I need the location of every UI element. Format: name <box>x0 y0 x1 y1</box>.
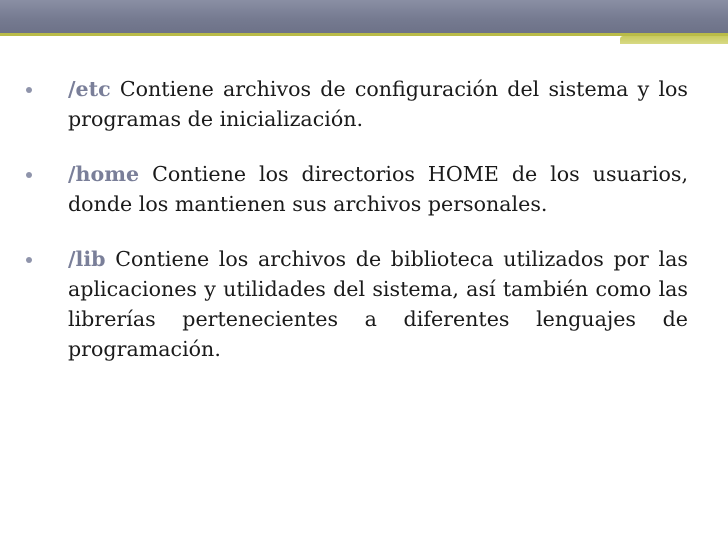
bullet-home <box>26 159 688 219</box>
directory-term: /etc <box>68 77 111 101</box>
accent-tab-gap <box>0 36 620 44</box>
bullet-etc <box>26 74 688 134</box>
accent-tab-corner <box>620 36 728 44</box>
directory-description: Contiene los archivos de biblioteca utilizados por las aplicaciones y utilidades del sistema, así también como las librerías pertenecientes a diferentes lenguajes de programación. <box>68 247 688 361</box>
directory-term: /home <box>68 162 140 186</box>
bullet-lib <box>26 244 688 364</box>
bullet-dot-icon <box>26 172 32 178</box>
directory-description: Contiene los directorios HOME de los usuarios, donde los mantienen sus archivos personales. <box>68 162 688 216</box>
slide-content <box>26 74 688 389</box>
directory-description: Contiene archivos de configuración del sistema y los programas de inicialización. <box>68 77 688 131</box>
slide-accent-tab <box>0 36 728 44</box>
bullet-dot-icon <box>26 87 32 93</box>
bullet-dot-icon <box>26 257 32 263</box>
directory-term: /lib <box>68 247 106 271</box>
slide-header-band <box>0 0 728 33</box>
